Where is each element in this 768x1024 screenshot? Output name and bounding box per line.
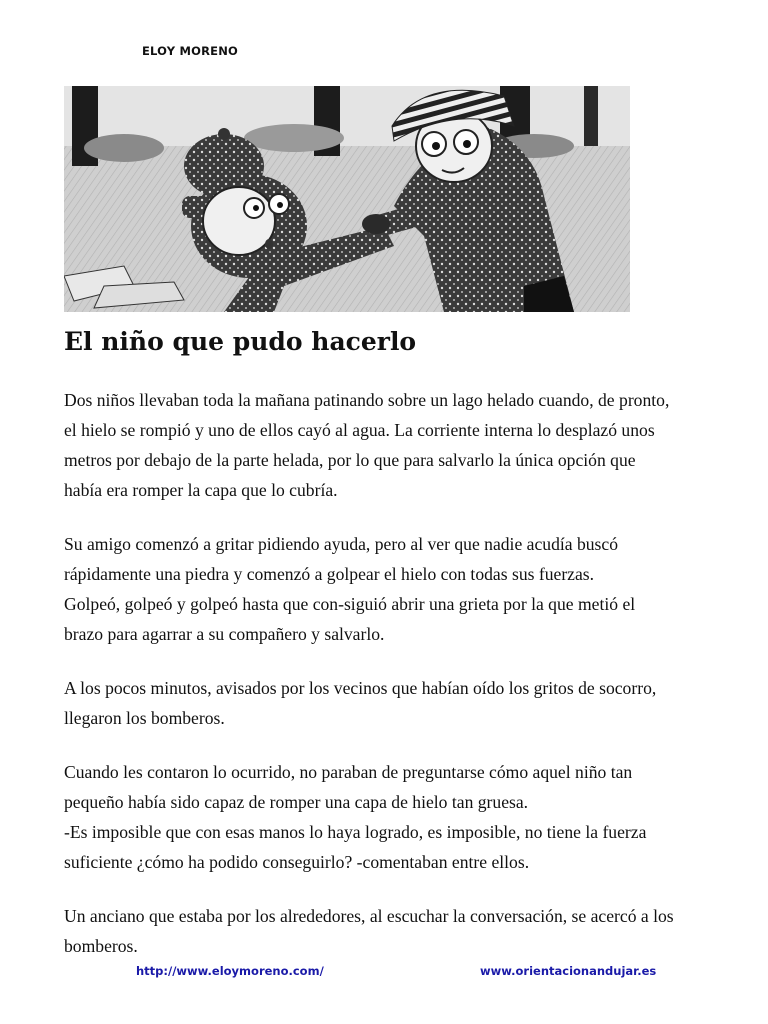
text-line: Golpeó, golpeó y golpeó hasta que con-siguió abrir una grieta por la que metió el xyxy=(64,594,636,614)
header-author: ELOY MORENO xyxy=(142,44,239,58)
footer-link-orientacionandujar[interactable]: www.orientacionandujar.es xyxy=(480,964,657,978)
text-line: rápidamente una piedra y comenzó a golpear el hielo con todas sus fuerzas. xyxy=(64,564,595,584)
text-line: Cuando les contaron lo ocurrido, no paraban de preguntarse cómo aquel niño tan xyxy=(64,762,633,782)
text-line: había era romper la capa que lo cubría. xyxy=(64,480,338,500)
text-line: suficiente ¿cómo ha podido conseguirlo? -comentaban entre ellos. xyxy=(64,852,530,872)
text-line: bomberos. xyxy=(64,936,138,956)
text-line: Dos niños llevaban toda la mañana patinando sobre un lago helado cuando, de pronto, xyxy=(64,390,670,410)
footer-link-eloymoreno[interactable]: http://www.eloymoreno.com/ xyxy=(136,964,324,978)
text-line: -Es imposible que con esas manos lo haya logrado, es imposible, no tiene la fuerza xyxy=(64,822,647,842)
text-line: brazo para agarrar a su compañero y salvarlo. xyxy=(64,624,385,644)
text-line: metros por debajo de la parte helada, por lo que para salvarlo la única opción que xyxy=(64,450,636,470)
text-line: Su amigo comenzó a gritar pidiendo ayuda, pero al ver que nadie acudía buscó xyxy=(64,534,619,554)
article-title: El niño que pudo hacerlo xyxy=(64,327,417,356)
illustration-two-children-on-ice xyxy=(64,86,630,312)
paragraph xyxy=(64,757,724,877)
paragraph xyxy=(64,673,724,733)
paragraph xyxy=(64,385,724,505)
text-line: Un anciano que estaba por los alrededores, al escuchar la conversación, se acercó a los xyxy=(64,906,674,926)
text-line: el hielo se rompió y uno de ellos cayó al agua. La corriente interna lo desplazó unos xyxy=(64,420,655,440)
story-illustration xyxy=(64,86,630,312)
text-line: A los pocos minutos, avisados por los vecinos que habían oído los gritos de socorro, xyxy=(64,678,657,698)
paragraph xyxy=(64,529,724,649)
article-body xyxy=(64,385,724,985)
text-line: pequeño había sido capaz de romper una capa de hielo tan gruesa. xyxy=(64,792,529,812)
paragraph xyxy=(64,901,724,961)
text-line: llegaron los bomberos. xyxy=(64,708,225,728)
